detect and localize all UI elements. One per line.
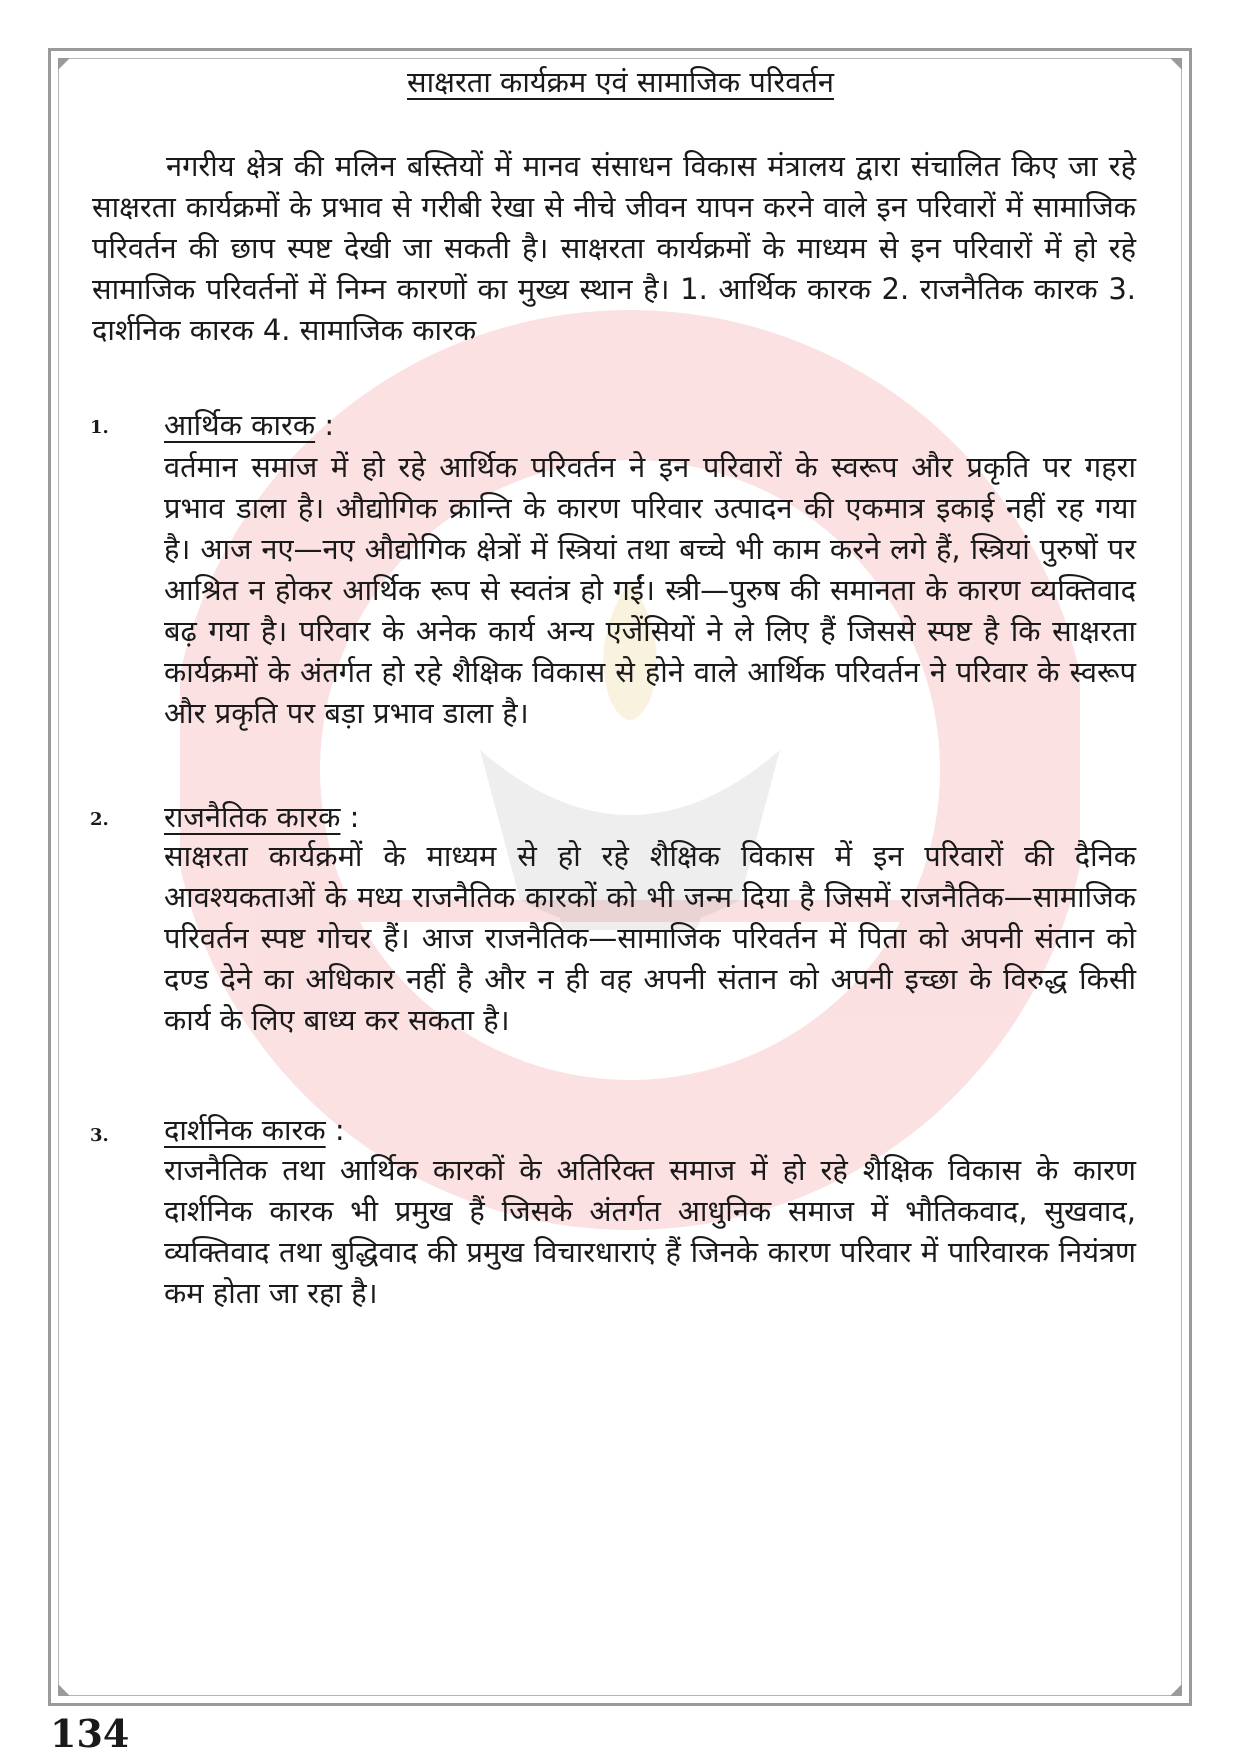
intro-paragraph: नगरीय क्षेत्र की मलिन बस्तियों में मानव संसाधन विकास मंत्रालय द्वारा संचालित किए जा रहे साक्षरता कार्यक्रमों के प्रभाव से गरीबी रेखा से नीचे जीवन यापन करने वाले इन परिवारों में सामाजिक परिवर्तन की छाप स्पष्ट देखी जा सकती है। साक्षरता कार्यक्रमों के माध्यम से इन परिवारों में हो रहे सामाजिक परिवर्तनों में निम्न कारणों का मुख्य स्थान है। 1. आर्थिक कारक 2. राजनैतिक कारक 3. दार्शनिक कारक 4. सामाजिक कारक: [92, 149, 1136, 347]
section-number: 1.: [90, 417, 109, 438]
border-corner-bottom-right: [1170, 1684, 1182, 1696]
section-body: राजनैतिक तथा आर्थिक कारकों के अतिरिक्त समाज में हो रहे शैक्षिक विकास के कारण दार्शनिक कारक भी प्रमुख हैं जिसके अंतर्गत आधुनिक समाज में भौतिकवाद, सुखवाद, व्यक्तिवाद तथा बुद्धिवाद की प्रमुख विचारधाराएं हैं जिनके कारण परिवार में पारिवारक नियंत्रण कम होता जा रहा है।: [164, 1153, 1136, 1310]
section-heading: [164, 405, 334, 445]
border-corner-bottom-left: [58, 1684, 70, 1696]
section-heading: [164, 1110, 345, 1150]
page-title: [0, 62, 1241, 102]
section-heading-colon: :: [334, 1113, 345, 1147]
section-heading-text: दार्शनिक कारक: [164, 1113, 326, 1147]
page-number: 134: [50, 1711, 130, 1756]
section-heading-colon: :: [349, 800, 360, 834]
section-heading: [164, 797, 359, 837]
section-number: 3.: [90, 1125, 109, 1146]
section-number: 2.: [90, 809, 109, 830]
section-body: वर्तमान समाज में हो रहे आर्थिक परिवर्तन ने इन परिवारों के स्वरूप और प्रकृति पर गहरा प्रभाव डाला है। औद्योगिक क्रान्ति के कारण परिवार उत्पादन की एकमात्र इकाई नहीं रह गया है। आज नए—नए औद्योगिक क्षेत्रों में स्त्रियां तथा बच्चे भी काम करने लगे हैं, स्त्रियां पुरुषों पर आश्रित न होकर आर्थिक रूप से स्वतंत्र हो गईं। स्त्री—पुरुष की समानता के कारण व्यक्तिवाद बढ़ गया है। परिवार के अनेक कार्य अन्य एजेंसियों ने ले लिए हैं जिससे स्पष्ट है कि साक्षरता कार्यक्रमों के अंतर्गत हो रहे शैक्षिक विकास से होने वाले आर्थिक परिवर्तन ने परिवार के स्वरूप और प्रकृति पर बड़ा प्रभाव डाला है।: [164, 450, 1136, 730]
page-title-text: साक्षरता कार्यक्रम एवं सामाजिक परिवर्तन: [407, 65, 834, 99]
section-heading-text: राजनैतिक कारक: [164, 800, 341, 834]
section-heading-text: आर्थिक कारक: [164, 408, 316, 442]
section-heading-colon: :: [324, 408, 335, 442]
section-body: साक्षरता कार्यक्रमों के माध्यम से हो रहे शैक्षिक विकास में इन परिवारों की दैनिक आवश्यकताओं के मध्य राजनैतिक कारकों को भी जन्म दिया है जिसमें राजनैतिक—सामाजिक परिवर्तन स्पष्ट गोचर हैं। आज राजनैतिक—सामाजिक परिवर्तन में पिता को अपनी संतान को दण्ड देने का अधिकार नहीं है और न ही वह अपनी संतान को अपनी इच्छा के विरुद्ध किसी कार्य के लिए बाध्य कर सकता है।: [164, 839, 1136, 1037]
